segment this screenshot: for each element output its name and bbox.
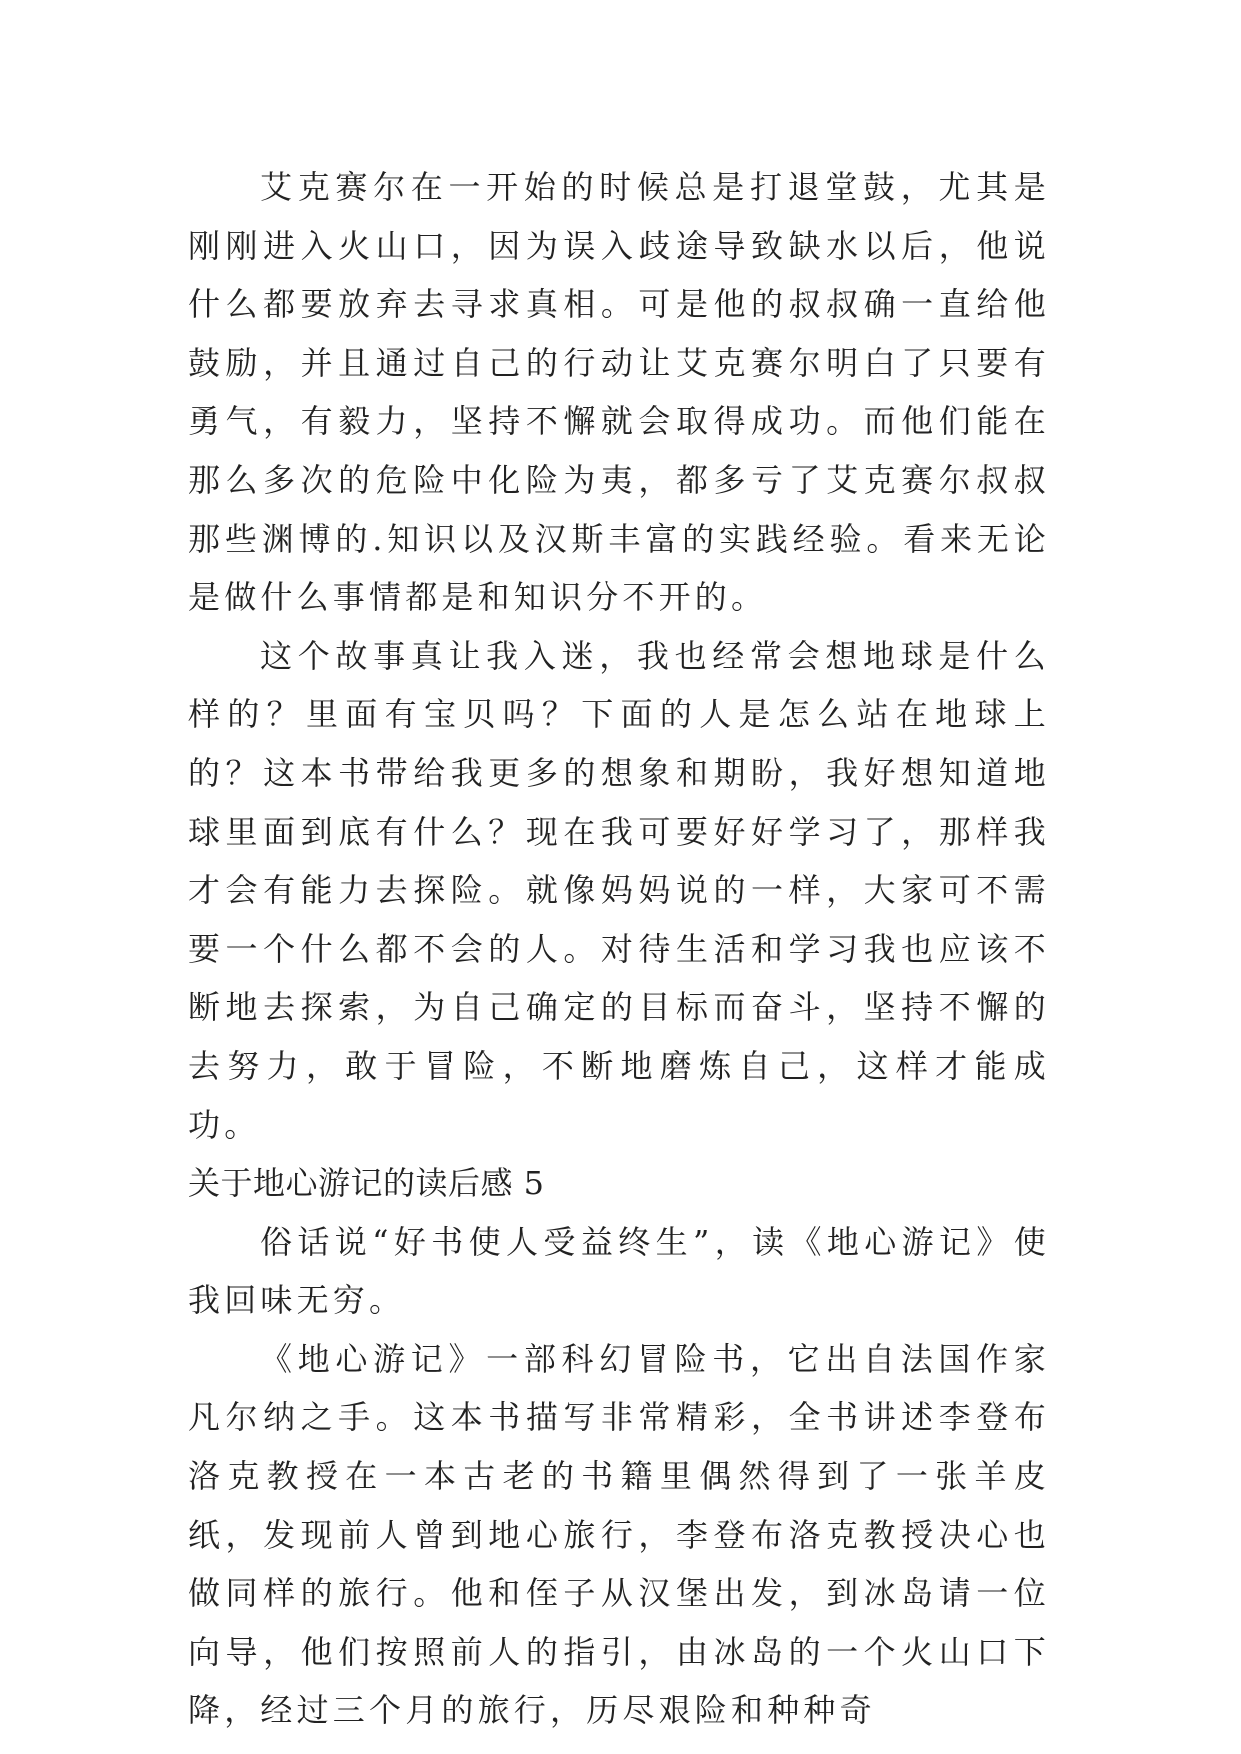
section-heading: 关于地心游记的读后感 5	[188, 1164, 545, 1203]
document-body	[188, 158, 1050, 1740]
paragraph-1: 艾克赛尔在一开始的时候总是打退堂鼓，尤其是刚刚进入火山口，因为误入歧途导致缺水以后，他说什么都要放弃去寻求真相。可是他的叔叔确一直给他鼓励，并且通过自己的行动让艾克赛尔明白了只要有勇气，有毅力，坚持不懈就会取得成功。而他们能在那么多次的危险中化险为夷，都多亏了艾克赛尔叔叔那些渊博的.知识以及汉斯丰富的实践经验。看来无论是做什么事情都是和知识分不开的。	[188, 168, 1050, 617]
paragraph-2: 这个故事真让我入迷，我也经常会想地球是什么样的？里面有宝贝吗？下面的人是怎么站在地球上的？这本书带给我更多的想象和期盼，我好想知道地球里面到底有什么？现在我可要好好学习了，那样我才会有能力去探险。就像妈妈说的一样，大家可不需要一个什么都不会的人。对待生活和学习我也应该不断地去探索，为自己确定的目标而奋斗，坚持不懈的去努力，敢于冒险，不断地磨炼自己，这样才能成功。	[188, 636, 1050, 1144]
paragraph-4: 《地心游记》一部科幻冒险书，它出自法国作家凡尔纳之手。这本书描写非常精彩，全书讲述李登布洛克教授在一本古老的书籍里偶然得到了一张羊皮纸，发现前人曾到地心旅行，李登布洛克教授决心也做同样的旅行。他和侄子从汉堡出发，到冰岛请一位向导，他们按照前人的指引，由冰岛的一个火山口下降，经过三个月的旅行，历尽艰险和种种奇	[188, 1339, 1050, 1730]
paragraph-3: 俗话说“好书使人受益终生”，读《地心游记》使我回味无穷。	[188, 1222, 1050, 1320]
